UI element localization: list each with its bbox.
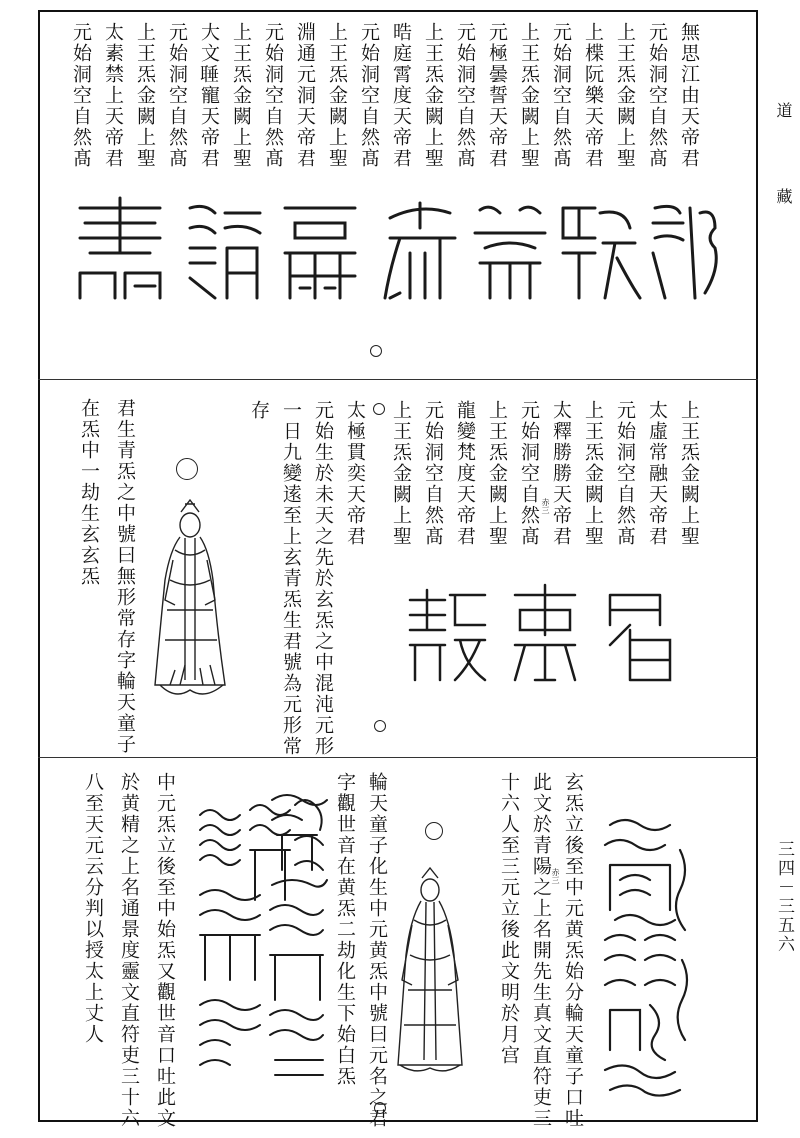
s2-col: 龍變梵度天帝君 [454, 400, 476, 547]
s3-col: 此文於青陽之上名開先生真文直符吏三 [530, 772, 552, 1129]
s2-col: 上王炁金闕上聖 [390, 400, 412, 547]
s1-col: 太素禁上天帝君 [102, 22, 124, 169]
s1-col: 上王炁金闕上聖 [422, 22, 444, 169]
s2-col: 太極貫奕天帝君 [344, 400, 366, 547]
s2-col: 上王炁金闕上聖 [678, 400, 700, 547]
immortal-figure-illustration [390, 860, 470, 1080]
s3-col: 八至天元云分判以授太上丈人 [82, 772, 104, 1045]
s2-col: 太虛常融天帝君 [646, 400, 668, 547]
book-title-bottom: 藏 [774, 188, 793, 208]
s1-col: 元始洞空自然髙 [166, 22, 188, 169]
s1-col: 晧庭霄度天帝君 [390, 22, 412, 169]
seal-script-characters-row [60, 188, 720, 308]
ritual-circle [425, 822, 443, 840]
s1-col: 元始洞空自然髙 [358, 22, 380, 169]
s3-col: 輪天童子化生中元黄炁中號曰元名之君 [366, 772, 388, 1129]
talisman-script-middle [262, 790, 332, 910]
s3-col: 於黄精之上名通景度靈文直符吏三十六 [118, 772, 140, 1129]
s3-col: 十六人至三元立後此文明於月宫 [498, 772, 520, 1066]
s1-col: 元始洞空自然髙 [646, 22, 668, 169]
s1-col: 上王炁金闕上聖 [614, 22, 636, 169]
section-divider-2 [38, 757, 758, 758]
annotation-note: 赤三 [551, 868, 560, 884]
s1-col: 元始洞空自然髙 [454, 22, 476, 169]
section-divider-1 [38, 379, 758, 380]
book-title-top: 道 [774, 102, 793, 122]
s2-col: 元始洞空自然髙 [518, 400, 540, 547]
s1-col: 元極曇誓天帝君 [486, 22, 508, 169]
talisman-script-right [590, 810, 700, 1110]
s1-col: 元始洞空自然髙 [262, 22, 284, 169]
s1-col: 元始洞空自然髙 [70, 22, 92, 169]
page-number: 三四－三五六 [774, 840, 794, 954]
ritual-circle [374, 1102, 386, 1114]
ritual-circle [370, 345, 382, 357]
ritual-circle [176, 458, 198, 480]
s2-col: 太釋勝勝天帝君 [550, 400, 572, 547]
s1-col: 大文𦖋寵天帝君 [198, 22, 220, 169]
s1-col: 上王炁金闕上聖 [326, 22, 348, 169]
s2-col: 元始洞空自然髙 [422, 400, 444, 547]
s2-col: 一日九變逺至上玄青炁生君號為元形常 [280, 400, 302, 757]
s2-col: 上王炁金闕上聖 [486, 400, 508, 547]
ritual-circle [374, 720, 386, 732]
immortal-figure-illustration [145, 490, 235, 705]
s2-col: 上王炁金闕上聖 [582, 400, 604, 547]
s1-col: 上王炁金闕上聖 [134, 22, 156, 169]
s3-col: 中元炁立後至中始炁又觀世音口吐此文 [154, 772, 176, 1129]
s1-col: 上王炁金闕上聖 [518, 22, 540, 169]
s3-col: 玄炁立後至中元黄炁始分輪天童子口吐 [562, 772, 584, 1129]
s3-col: 字觀世音在黄炁二劫化生下始白炁 [334, 772, 356, 1087]
s1-col: 淵通元洞天帝君 [294, 22, 316, 169]
s1-col: 元始洞空自然髙 [550, 22, 572, 169]
s1-col: 無思江由天帝君 [678, 22, 700, 169]
s2-col: 元始洞空自然髙 [614, 400, 636, 547]
ritual-circle [373, 403, 385, 415]
s1-col: 上楪阮樂天帝君 [582, 22, 604, 169]
s2-col: 元始生於未天之先於玄炁之中混沌元形 [312, 400, 334, 757]
annotation-note: 赤三 [541, 498, 550, 514]
seal-script-characters-row [400, 580, 690, 690]
s2-col: 在炁中一劫生玄玄炁 [78, 398, 100, 587]
s2-col: 存 [248, 400, 270, 421]
s1-col: 上王炁金闕上聖 [230, 22, 252, 169]
s2-col: 君生青炁之中號曰無形常存字輪天童子 [114, 398, 136, 755]
